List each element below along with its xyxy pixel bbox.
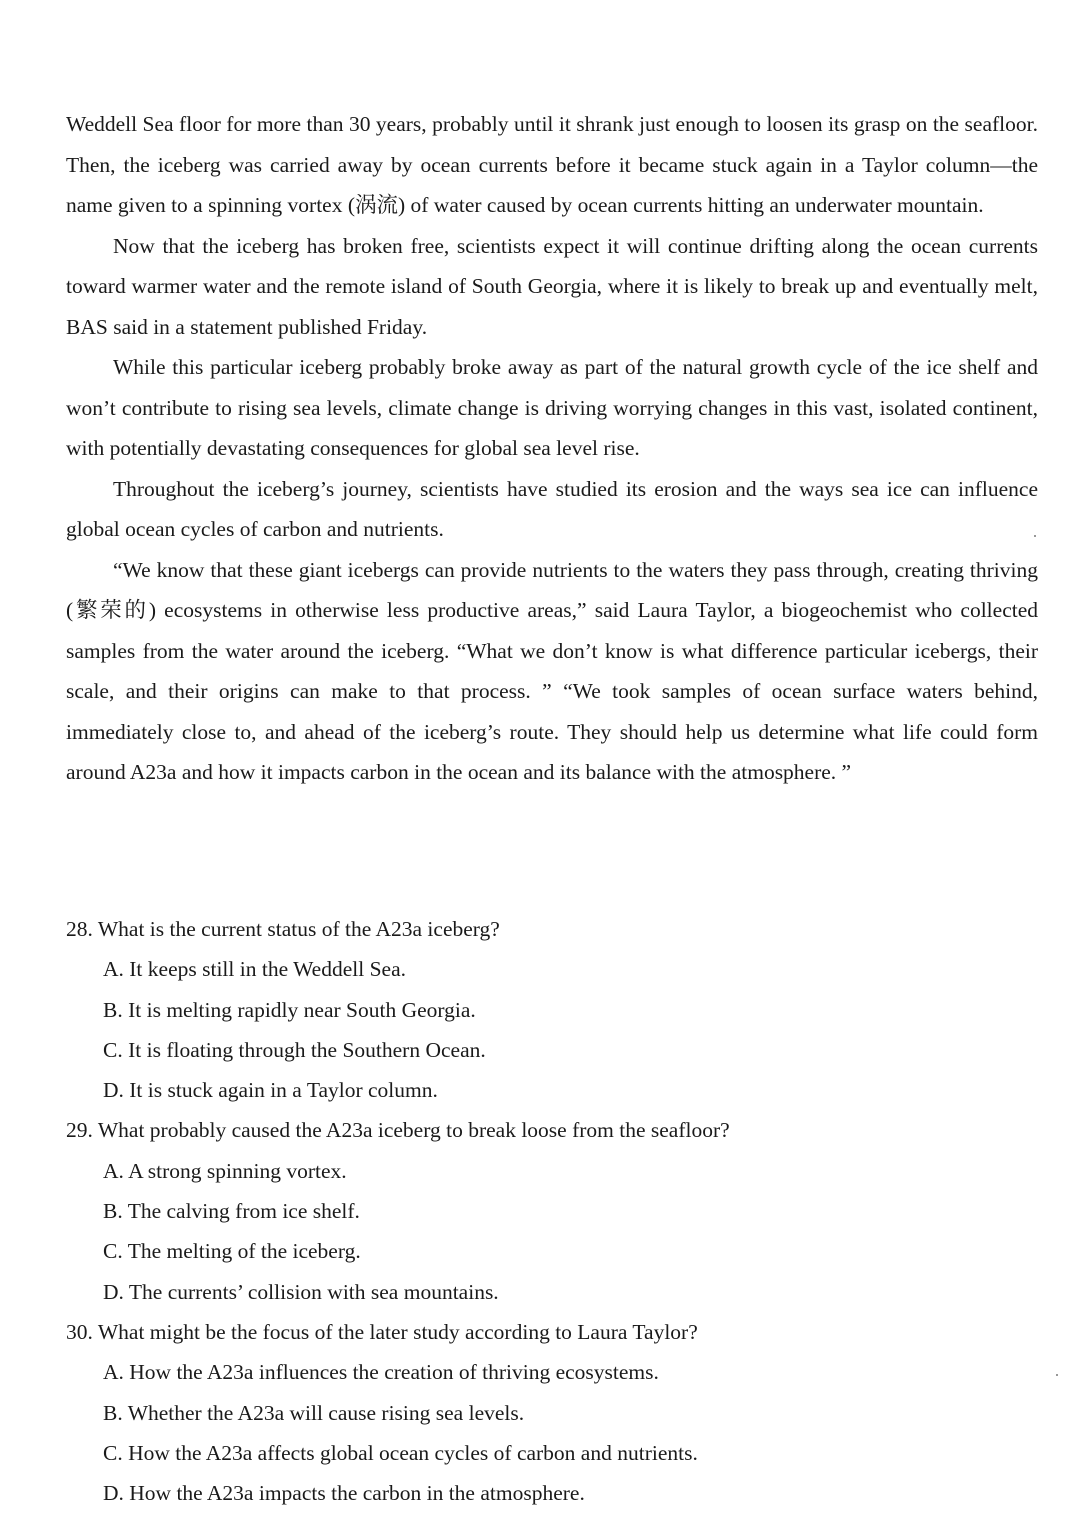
question-list: [66, 909, 1038, 1513]
scan-speck: [1034, 535, 1036, 537]
option-d: D. How the A23a impacts the carbon in the atmosphere.: [103, 1481, 585, 1506]
option-b: B. The calving from ice shelf.: [103, 1199, 360, 1224]
option-a: A. A strong spinning vortex.: [103, 1158, 347, 1183]
option-d: D. It is stuck again in a Taylor column.: [103, 1078, 438, 1103]
option-a: A. It keeps still in the Weddell Sea.: [103, 957, 406, 982]
passage-paragraph: While this particular iceberg probably broke away as part of the natural growth cycle of the ice shelf and won’t contribute to rising sea levels, climate change is driving worrying changes in this vast, isolated continent, with potentially devastating consequences for global sea level rise.: [66, 355, 1038, 460]
question-28: [66, 909, 1038, 1110]
option-c: C. It is floating through the Southern Ocean.: [103, 1037, 486, 1062]
option-d: D. The currents’ collision with sea mountains.: [103, 1279, 499, 1304]
passage-paragraph: Now that the iceberg has broken free, scientists expect it will continue drifting along the ocean currents toward warmer water and the remote island of South Georgia, where it is likely to break up and eventually melt, BAS said in a statement published Friday.: [66, 233, 1038, 339]
question-30: [66, 1312, 1038, 1513]
question-29: [66, 1110, 1038, 1311]
passage-paragraph: Throughout the iceberg’s journey, scientists have studied its erosion and the ways sea ice can influence global ocean cycles of carbon and nutrients.: [66, 476, 1038, 541]
question-stem: 30. What might be the focus of the later study according to Laura Taylor?: [66, 1319, 698, 1344]
option-c: C. How the A23a affects global ocean cycles of carbon and nutrients.: [103, 1440, 698, 1465]
reading-passage: [66, 104, 1038, 793]
option-b: B. Whether the A23a will cause rising sea levels.: [103, 1400, 525, 1425]
scan-speck: [1056, 1374, 1058, 1376]
option-b: B. It is melting rapidly near South Georgia.: [103, 997, 476, 1022]
passage-paragraph-continued: Weddell Sea floor for more than 30 years, probably until it shrank just enough to loosen its grasp on the seafloor. Then, the iceberg was carried away by ocean currents before it became stuck again in a Taylor column—the name given to a spinning vortex (涡流) of water caused by ocean currents hitting an underwater mountain.: [66, 112, 1038, 217]
passage-paragraph: “We know that these giant icebergs can provide nutrients to the waters they pass through, creating thriving (繁荣的) ecosystems in otherwise less productive areas,” said Laura Taylor, a biogeochemist who collected samples from the water around the iceberg. “What we don’t know is what difference particular icebergs, their scale, and their origins can make to that process. ” “We took samples of ocean surface waters behind, immediately close to, and ahead of the iceberg’s route. They should help us determine what life could form around A23a and how it impacts carbon in the ocean and its balance with the atmosphere. ”: [66, 557, 1038, 784]
question-stem: 28. What is the current status of the A23a iceberg?: [66, 917, 500, 941]
option-a: A. How the A23a influences the creation of thriving ecosystems.: [103, 1360, 659, 1385]
question-stem: 29. What probably caused the A23a iceberg to break loose from the seafloor?: [66, 1118, 730, 1143]
option-c: C. The melting of the iceberg.: [103, 1239, 361, 1264]
